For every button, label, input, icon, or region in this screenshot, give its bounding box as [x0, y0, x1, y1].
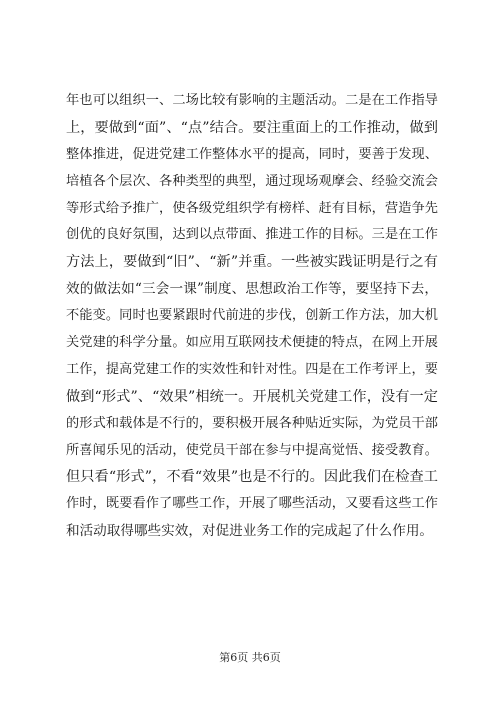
text-line: 关党建的科学分量。如应用互联网技术便捷的特点，在网上开展 [66, 335, 438, 351]
text-line: 培植各个层次、各种类型的典型，通过现场观摩会、经验交流会 [66, 173, 438, 189]
text-line: 但只看“形式”，不看“效果”也是不行的。因此我们在检查工 [66, 469, 438, 486]
text-line: 的形式和载体是不行的，要积极开展各种贴近实际，为党员干部 [66, 415, 438, 431]
text-line: 做到“形式”、“效果”相统一。开展机关党建工作，没有一定 [66, 388, 438, 405]
text-line: 所喜闻乐见的活动，使党员干部在参与中提高觉悟、接受教育。 [66, 442, 438, 458]
text-line: 上，要做到“面”、“点”结合。要注重面上的工作推动，做到 [66, 119, 438, 136]
text-line: 创优的良好氛围，达到以点带面、推进工作的目标。三是在工作 [66, 227, 438, 243]
text-line: 不能变。同时也要紧跟时代前进的步伐，创新工作方法，加大机 [66, 308, 438, 324]
text-line: 作时，既要看作了哪些工作，开展了哪些活动，又要看这些工作 [66, 496, 438, 512]
text-line: 和活动取得哪些实效，对促进业务工作的完成起了什么作用。 [66, 523, 434, 540]
text-line: 方法上，要做到“旧”、“新”并重。一些被实践证明是行之有 [66, 254, 438, 271]
body-paragraph [66, 88, 438, 545]
text-line: 效的做法如“三会一课”制度、思想政治工作等，要坚持下去， [66, 281, 438, 298]
text-line: 整体推进，促进党建工作整体水平的提高，同时，要善于发现、 [66, 146, 438, 162]
text-line: 工作，提高党建工作的实效性和针对性。四是在工作考评上，要 [66, 361, 438, 377]
text-line: 年也可以组织一、二场比较有影响的主题活动。二是在工作指导 [66, 93, 438, 108]
page-number-footer: 第6页 共6页 [219, 651, 281, 664]
text-line: 等形式给予推广，使各级党组织学有榜样、赶有目标，营造争先 [66, 200, 438, 216]
